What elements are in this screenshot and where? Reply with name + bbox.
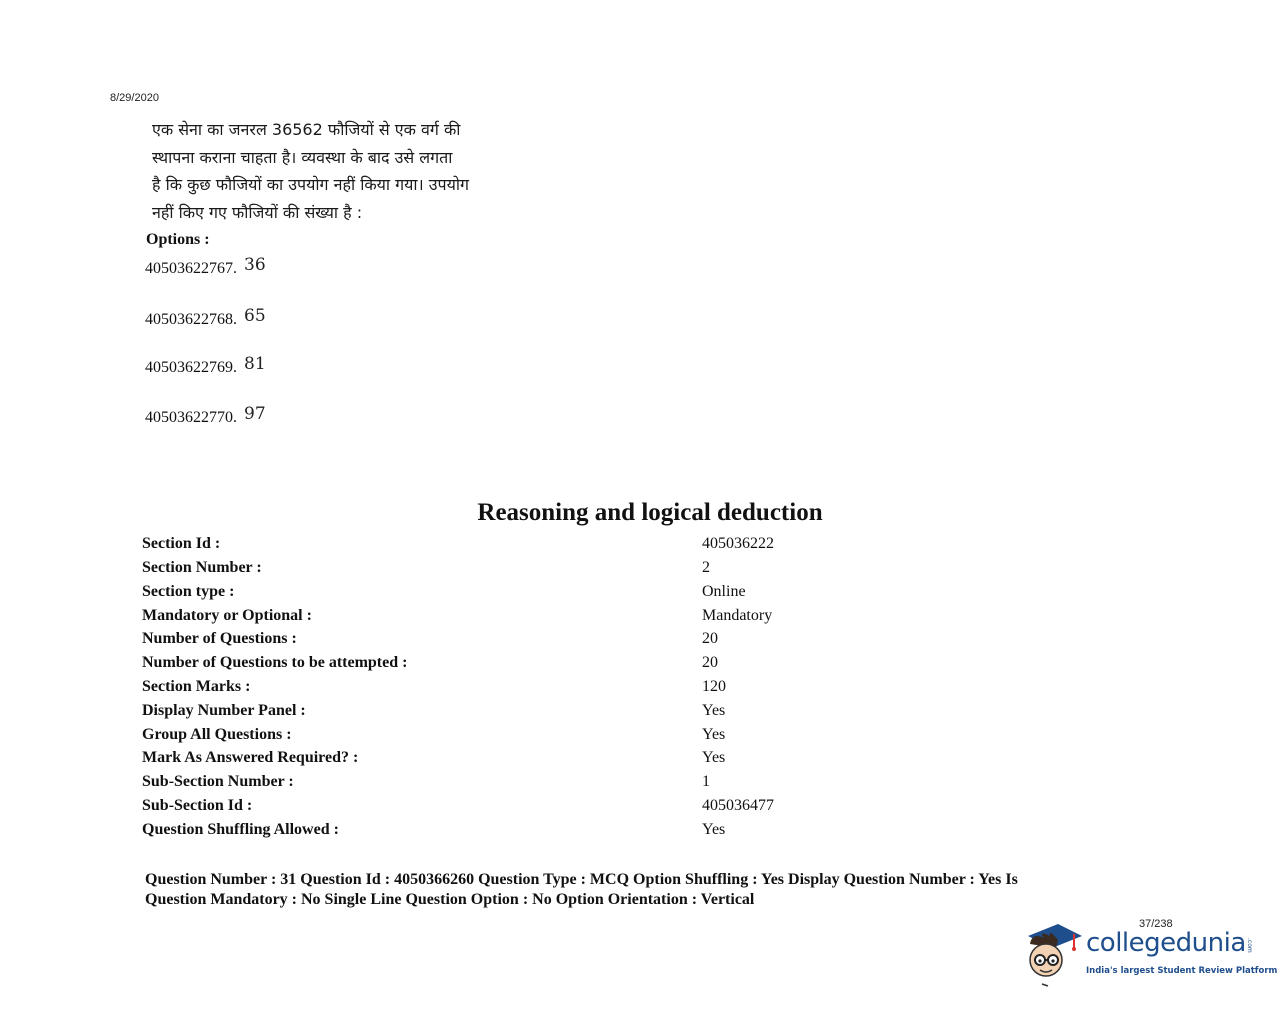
detail-key: Group All Questions : xyxy=(142,726,292,743)
question-line: नहीं किए गए फौजियों की संख्या है : xyxy=(152,202,363,222)
detail-value: 20 xyxy=(702,630,718,647)
detail-value: Online xyxy=(702,583,746,600)
section-title: Reasoning and logical deduction xyxy=(477,499,823,526)
graduate-cap-mascot-icon xyxy=(1022,918,1084,990)
detail-value: Yes xyxy=(702,749,726,766)
brand-dotcom: .com xyxy=(1246,938,1253,953)
detail-key: Sub-Section Id : xyxy=(142,797,253,814)
option-item xyxy=(145,404,266,427)
detail-value: Yes xyxy=(702,702,726,719)
brand-name: collegedunia xyxy=(1086,928,1246,958)
option-value: 36 xyxy=(244,255,266,275)
detail-key: Section Number : xyxy=(142,559,262,576)
detail-key: Display Number Panel : xyxy=(142,702,306,719)
detail-row xyxy=(142,702,942,726)
detail-value: 1 xyxy=(702,773,710,790)
detail-row xyxy=(142,726,942,750)
option-item xyxy=(145,306,266,329)
print-date: 8/29/2020 xyxy=(110,92,159,104)
detail-row xyxy=(142,797,942,821)
detail-row xyxy=(142,607,942,631)
option-item xyxy=(145,255,266,278)
detail-key: Sub-Section Number : xyxy=(142,773,294,790)
detail-row xyxy=(142,535,942,559)
collegedunia-logo xyxy=(1022,918,1278,990)
detail-row xyxy=(142,749,942,773)
detail-value: 2 xyxy=(702,559,710,576)
detail-key: Section Id : xyxy=(142,535,221,552)
detail-value: 405036222 xyxy=(702,535,774,552)
detail-row xyxy=(142,630,942,654)
detail-row xyxy=(142,821,942,845)
option-id: 40503622769. xyxy=(145,359,237,376)
detail-key: Mandatory or Optional : xyxy=(142,607,312,624)
detail-key: Section type : xyxy=(142,583,235,600)
detail-value: 120 xyxy=(702,678,726,695)
detail-key: Number of Questions to be attempted : xyxy=(142,654,408,671)
detail-value: Yes xyxy=(702,726,726,743)
question-line: स्थापना कराना चाहता है। व्यवस्था के बाद उसे लगता xyxy=(152,147,453,167)
detail-row xyxy=(142,583,942,607)
detail-key: Mark As Answered Required? : xyxy=(142,749,359,766)
question-info-line: Question Mandatory : No Single Line Question Option : No Option Orientation : Vertical xyxy=(145,890,755,908)
detail-value: 405036477 xyxy=(702,797,774,814)
option-id: 40503622770. xyxy=(145,409,237,426)
detail-key: Section Marks : xyxy=(142,678,251,695)
detail-row xyxy=(142,773,942,797)
option-value: 97 xyxy=(244,404,266,424)
detail-row xyxy=(142,559,942,583)
detail-value: Mandatory xyxy=(702,607,773,624)
question-text xyxy=(152,116,512,226)
detail-value: 20 xyxy=(702,654,718,671)
question-info xyxy=(145,870,1105,909)
detail-row xyxy=(142,678,942,702)
question-line: है कि कुछ फौजियों का उपयोग नहीं किया गया। उपयोग xyxy=(152,175,470,194)
page-number: 37/238 xyxy=(1139,918,1173,930)
detail-key: Number of Questions : xyxy=(142,630,297,647)
detail-key: Question Shuffling Allowed : xyxy=(142,821,339,838)
question-info-line: Question Number : 31 Question Id : 4050366260 Question Type : MCQ Option Shuffling : Yes Display Question Number : Yes Is xyxy=(145,871,1018,888)
options-label: Options : xyxy=(146,231,210,248)
option-value: 81 xyxy=(244,354,266,374)
detail-value: Yes xyxy=(702,821,726,838)
detail-row xyxy=(142,654,942,678)
option-id: 40503622768. xyxy=(145,311,237,328)
question-line: एक सेना का जनरल 36562 फौजियों से एक वर्ग की xyxy=(152,120,461,139)
option-item xyxy=(145,354,266,377)
brand-tagline: India's largest Student Review Platform xyxy=(1086,966,1278,976)
option-id: 40503622767. xyxy=(145,260,237,277)
option-value: 65 xyxy=(244,306,266,326)
